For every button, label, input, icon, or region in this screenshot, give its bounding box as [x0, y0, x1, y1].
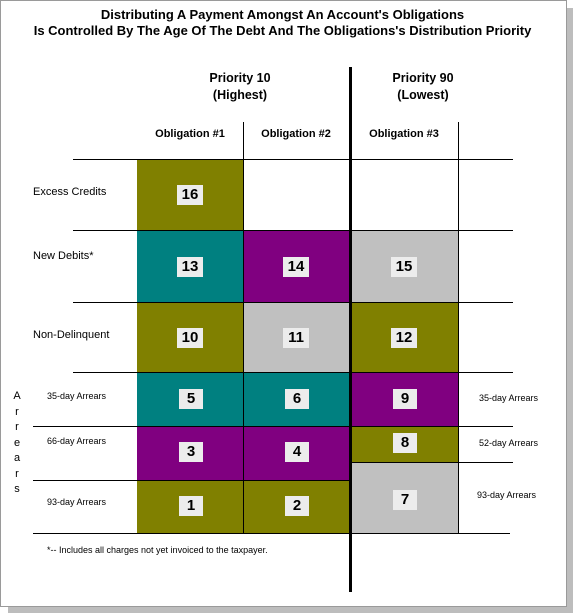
cell-4-number: 4 — [285, 442, 309, 462]
cell-16-number: 16 — [177, 185, 203, 205]
arrears-letter: r — [15, 421, 19, 433]
grid-line — [73, 372, 513, 373]
arrears-right-35: 35-day Arrears — [479, 393, 539, 403]
priority-10-label: Priority 10 — [209, 71, 271, 85]
grid-line — [73, 302, 513, 303]
frame-shadow — [567, 8, 573, 613]
arrears-letter: e — [13, 436, 21, 449]
cell-12-number: 12 — [391, 328, 417, 348]
arrears-letter: r — [15, 405, 19, 418]
grid-line — [243, 122, 244, 533]
cell-9-number: 9 — [393, 389, 417, 409]
grid-line — [351, 426, 513, 427]
cell-1-number: 1 — [179, 496, 203, 516]
grid-line — [458, 122, 459, 533]
grid-line — [73, 159, 513, 160]
frame-shadow — [8, 607, 573, 613]
arrears-letter: r — [15, 467, 19, 480]
grid-line — [33, 533, 510, 534]
priority-90-header — [368, 70, 478, 104]
cell-3-number: 3 — [179, 442, 203, 462]
cell-13-number: 13 — [177, 257, 203, 277]
cell-10-number: 10 — [177, 328, 203, 348]
row-label-new-debits: New Debits* — [33, 250, 94, 262]
grid-line — [33, 480, 351, 481]
cell-7-number: 7 — [393, 490, 417, 510]
cell-2-number: 2 — [285, 496, 309, 516]
arrears-left-66: 66-day Arrears — [47, 436, 107, 446]
arrears-letter: a — [13, 452, 21, 464]
priority-90-sub: (Lowest) — [397, 88, 449, 102]
footnote: *-- Includes all charges not yet invoiced to the taxpayer. — [47, 545, 268, 555]
column-header-obligation-1: Obligation #1 — [155, 128, 225, 140]
priority-10-sub: (Highest) — [212, 88, 268, 102]
arrears-right-93: 93-day Arrears — [477, 490, 537, 500]
cell-11-number: 11 — [283, 328, 309, 348]
arrears-left-93: 93-day Arrears — [47, 497, 107, 507]
column-header-obligation-3: Obligation #3 — [369, 128, 439, 140]
arrears-letter: s — [14, 483, 20, 495]
cell-14-number: 14 — [283, 257, 309, 277]
arrears-right-52: 52-day Arrears — [479, 438, 539, 448]
column-header-obligation-2: Obligation #2 — [261, 128, 331, 140]
arrears-vertical-label — [11, 389, 23, 498]
priority-90-label: Priority 90 — [392, 71, 454, 85]
arrears-left-35: 35-day Arrears — [47, 391, 107, 401]
cell-8-number: 8 — [393, 433, 417, 453]
title-line-2: Is Controlled By The Age Of The Debt And The Obligations's Distribution Priority — [33, 23, 532, 38]
cell-6-number: 6 — [285, 389, 309, 409]
row-label-non-delinquent: Non-Delinquent — [33, 329, 110, 341]
priority-10-header — [180, 70, 300, 104]
row-label-excess-credits: Excess Credits — [33, 186, 107, 198]
grid-line — [73, 230, 513, 231]
arrears-letter: A — [13, 390, 21, 402]
grid-line — [33, 426, 351, 427]
title-line-1: Distributing A Payment Amongst An Account's Obligations — [100, 7, 465, 22]
grid-line — [351, 462, 513, 463]
cell-15-number: 15 — [391, 257, 417, 277]
cell-5-number: 5 — [179, 389, 203, 409]
priority-divider — [349, 67, 352, 592]
